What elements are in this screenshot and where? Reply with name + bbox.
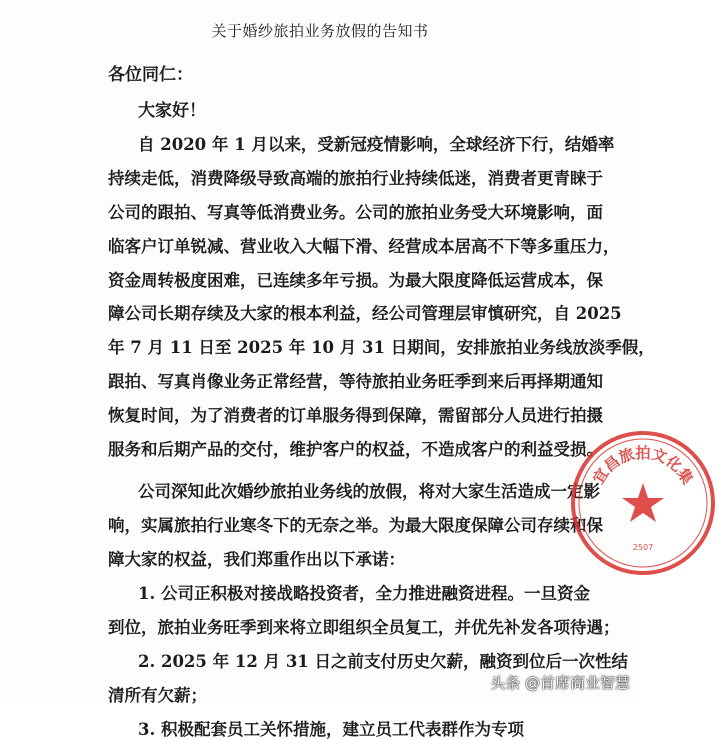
- company-seal: [568, 428, 718, 578]
- commitment-3-line: 3. 积极配套员工关怀措施，建立员工代表群作为专项: [138, 720, 524, 739]
- paragraph1-line: 持续走低，消费降级导致高端的旅拍行业持续低迷，消费者更青睐于: [108, 169, 603, 188]
- salutation: 各位同仁：: [108, 65, 193, 85]
- paragraph1-line: 恢复时间，为了消费者的订单服务得到保障，需留部分人员进行拍摄: [108, 406, 603, 425]
- commitment-2-line: 清所有欠薪；: [108, 686, 207, 705]
- commitment-1-line: 到位，旅拍业务旺季到来将立即组织全员复工，并优先补发各项待遇；: [108, 618, 620, 637]
- paragraph1-line: 公司的跟拍、写真等低消费业务。公司的旅拍业务受大环境影响，面: [108, 203, 603, 222]
- document-title: 关于婚纱旅拍业务放假的告知书: [211, 22, 429, 40]
- paragraph2-line: 公司深知此次婚纱旅拍业务线的放假，将对大家生活造成一定影: [138, 482, 600, 501]
- paragraph1-line: 资金周转极度困难，已连续多年亏损。为最大限度降低运营成本，保: [108, 271, 603, 290]
- commitment-2-line: 2. 2025 年 12 月 31 日之前支付历史欠薪，融资到位后一次性结: [138, 652, 629, 671]
- paragraph1-line: 年 7 月 11 日至 2025 年 10 月 31 日期间，安排旅拍业务线放淡季假，: [108, 338, 655, 357]
- commitment-1-line: 1. 公司正积极对接战略投资者，全力推进融资进程。一旦资金: [138, 584, 590, 603]
- paragraph2-line: 响，实属旅拍行业寒冬下的无奈之举。为最大限度保障公司存续和保: [108, 516, 603, 535]
- paragraph2-line: 障大家的权益，我们郑重作出以下承诺：: [108, 550, 405, 569]
- paragraph1-line: 临客户订单锐减、营业收入大幅下滑、经营成本居高不下等多重压力，: [108, 237, 620, 256]
- platform-watermark: 头条 @首席商业智慧: [490, 674, 630, 692]
- svg-text:宜昌旅拍文化集: [589, 444, 697, 487]
- paragraph1-line: 障公司长期存续及大家的根本利益，经公司管理层审慎研究，自 2025: [108, 304, 622, 323]
- paragraph1-line: 服务和后期产品的交付，维护客户的权益，不造成客户的利益受损。: [108, 440, 603, 459]
- paragraph1-line: 跟拍、写真肖像业务正常经营，等待旅拍业务旺季到来后再择期通知: [108, 372, 603, 391]
- seal-number: 2507: [632, 543, 654, 552]
- greeting: 大家好！: [138, 101, 206, 121]
- seal-text: 宜昌旅拍文化集: [589, 444, 697, 488]
- paragraph1-line: 自 2020 年 1 月以来，受新冠疫情影响，全球经济下行，结婚率: [138, 135, 615, 154]
